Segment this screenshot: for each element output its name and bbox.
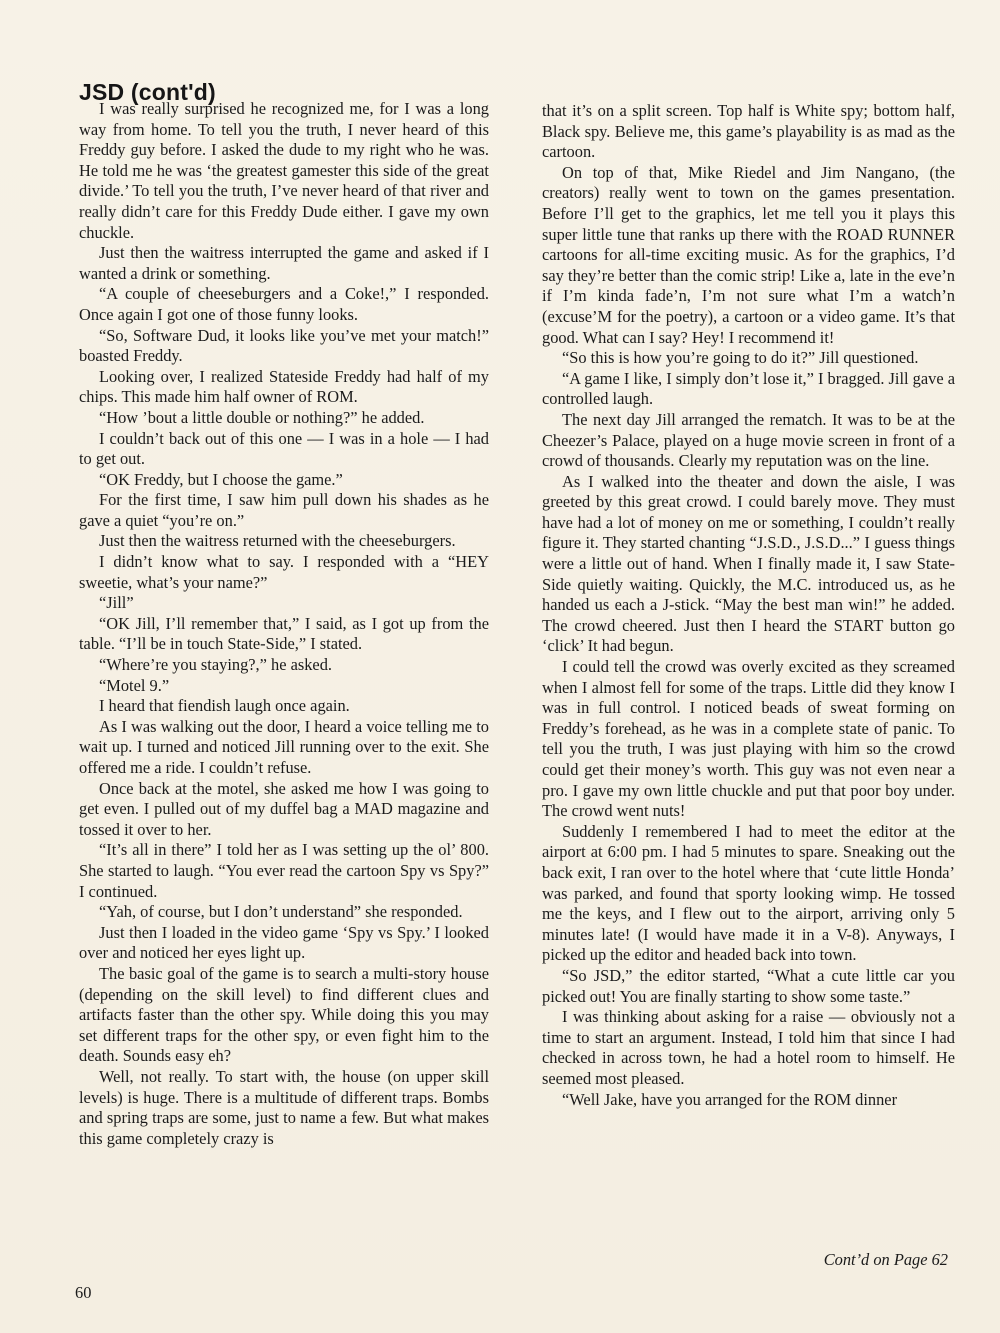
paragraph: “OK Freddy, but I choose the game.” xyxy=(99,469,343,489)
paragraph: “A couple of cheeseburgers and a Coke!,” I responded. Once again I got one of those funny looks. xyxy=(79,284,489,324)
article-heading: JSD (cont'd) xyxy=(79,79,216,106)
paragraph: “A game I like, I simply don’t lose it,” I bragged. Jill gave a controlled laugh. xyxy=(542,368,955,409)
paragraph: I was thinking about asking for a raise — obviously not a time to start an argument. Instead, I told him that since I had checked in across town, he had a hotel room to himself. He seemed most pleased. xyxy=(542,1007,955,1088)
left-column xyxy=(79,99,489,1149)
paragraph: Once back at the motel, she asked me how I was going to get even. I pulled out of my duffel bag a MAD magazine and tossed it over to her. xyxy=(79,778,489,839)
page-number: 60 xyxy=(75,1283,92,1302)
continued-paragraph: that it’s on a split screen. Top half is White spy; bottom half, Black spy. Believe me, this game’s playability is as mad as the cartoon. xyxy=(542,101,955,162)
paragraph: Just then the waitress returned with the cheeseburgers. xyxy=(99,531,456,551)
paragraph: “OK Jill, I’ll remember that,” I said, as I got up from the table. “I’ll be in touch State-Side,” I stated. xyxy=(79,613,489,654)
paragraph: Well, not really. To start with, the house (on upper skill levels) is huge. There is a multitude of different traps. Bombs and spring traps are some, just to name a few. But what makes this game completely crazy is xyxy=(79,1066,489,1148)
paragraph: As I walked into the theater and down the aisle, I was greeted by this great crowd. I could barely move. They must have had a lot of money on me or something, I couldn’t really figure it. They started chanting “J.S.D., J.S.D...” I guess things were a little out of hand. When I finally made it, I saw State-Side quietly waiting. Quickly, the M.C. introduced us, as he handed us each a J-stick. “May the best man win!” he added. The crowd cheered. Just then I heard the START button go ‘click’ It had begun. xyxy=(542,471,955,656)
paragraph: I could tell the crowd was overly excited as they screamed when I almost fell for some of the traps. Little did they know I was in full control. I noticed beads of sweat forming on Freddy’s forehead, as he was in a complete state of panic. To tell you the truth, I was just playing with him so the crowd could get their money’s worth. This guy was not even near a pro. I gave my own little chuckle and put that poor boy under. The crowd went nuts! xyxy=(542,657,955,821)
paragraph: I didn’t know what to say. I responded with a “HEY sweetie, what’s your name?” xyxy=(79,552,489,592)
continued-on-note: Cont’d on Page 62 xyxy=(823,1250,948,1269)
paragraph: I heard that fiendish laugh once again. xyxy=(99,696,350,716)
paragraph: Looking over, I realized Stateside Freddy had half of my chips. This made him half owner of ROM. xyxy=(79,366,489,407)
paragraph: “So, Software Dud, it looks like you’ve met your match!” boasted Freddy. xyxy=(79,325,489,366)
paragraph: The basic goal of the game is to search a multi-story house (depending on the skill level) to find different clues and artifacts faster than the other spy. While doing this you may set different traps for the other spy, or even fight him to the death. Sounds easy eh? xyxy=(79,963,489,1066)
paragraph: “How ’bout a little double or nothing?” he added. xyxy=(99,407,425,427)
paragraph: Just then I loaded in the video game ‘Spy vs Spy.’ I looked over and noticed her eyes light up. xyxy=(79,922,489,963)
paragraph: “So this is how you’re going to do it?” Jill questioned. xyxy=(562,348,919,368)
paragraph: “It’s all in there” I told her as I was setting up the ol’ 800. She started to laugh. “You ever read the cartoon Spy vs Spy?” I continued. xyxy=(79,840,489,901)
paragraph: “Well Jake, have you arranged for the ROM dinner xyxy=(562,1089,898,1109)
paragraph: On top of that, Mike Riedel and Jim Nangano, (the creators) really went to town on the games presentation. Before I’ll get to the graphics, let me tell you it plays this super little tune that ranks up there with the ROAD RUNNER cartoons for all-time exciting music. As for the graphics, I’d say they’re better than the comic strip! Like a, late in the eve’n if I’m kinda fade’n, I’m not sure what I’m a watch’n (excuse’M for the poetry), a cartoon or a video game. It’s that good. What can I say? Hey! I recommend it! xyxy=(542,162,955,347)
paragraph: “Yah, of course, but I don’t understand” she responded. xyxy=(99,902,463,922)
paragraph: “Motel 9.” xyxy=(99,675,170,695)
paragraph: “So JSD,” the editor started, “What a cute little car you picked out! You are finally starting to show some taste.” xyxy=(542,965,955,1006)
paragraph: “Jill” xyxy=(99,593,134,613)
paragraph: Suddenly I remembered I had to meet the editor at the airport at 6:00 pm. I had 5 minutes to spare. Sneaking out the back exit, I ran over to the hotel where that ‘cute little Honda’ was parked, and found that sporty looking wimp. He tossed me the keys, and I flew out to the airport, arriving only 5 minutes late! (I would have made it in a V-8). Anyways, I picked up the editor and headed back into town. xyxy=(542,821,955,965)
paragraph: The next day Jill arranged the rematch. It was to be at the Cheezer’s Palace, played on a huge movie screen in front of a crowd of thousands. Clearly my reputation was on the line. xyxy=(542,409,955,471)
paragraph: For the first time, I saw him pull down his shades as he gave a quiet “you’re on.” xyxy=(79,490,489,530)
paragraph: I couldn’t back out of this one — I was in a hole — I had to get out. xyxy=(79,428,489,469)
paragraph: “Where’re you staying?,” he asked. xyxy=(99,655,332,675)
right-column xyxy=(542,101,955,1110)
paragraph: Just then the waitress interrupted the game and asked if I wanted a drink or something. xyxy=(79,243,489,283)
paragraph: As I was walking out the door, I heard a voice telling me to wait up. I turned and noticed Jill running over to the exit. She offered me a ride. I couldn’t refuse. xyxy=(79,716,489,777)
paragraph: I was really surprised he recognized me, for I was a long way from home. To tell you the truth, I never heard of this Freddy guy before. I asked the dude to my right who he was. He told me he was ‘the greatest gamester this side of the great divide.’ To tell you the truth, I’ve never heard of that river and really didn’t care for this Freddy Dude either. I gave my own chuckle. xyxy=(79,99,489,242)
